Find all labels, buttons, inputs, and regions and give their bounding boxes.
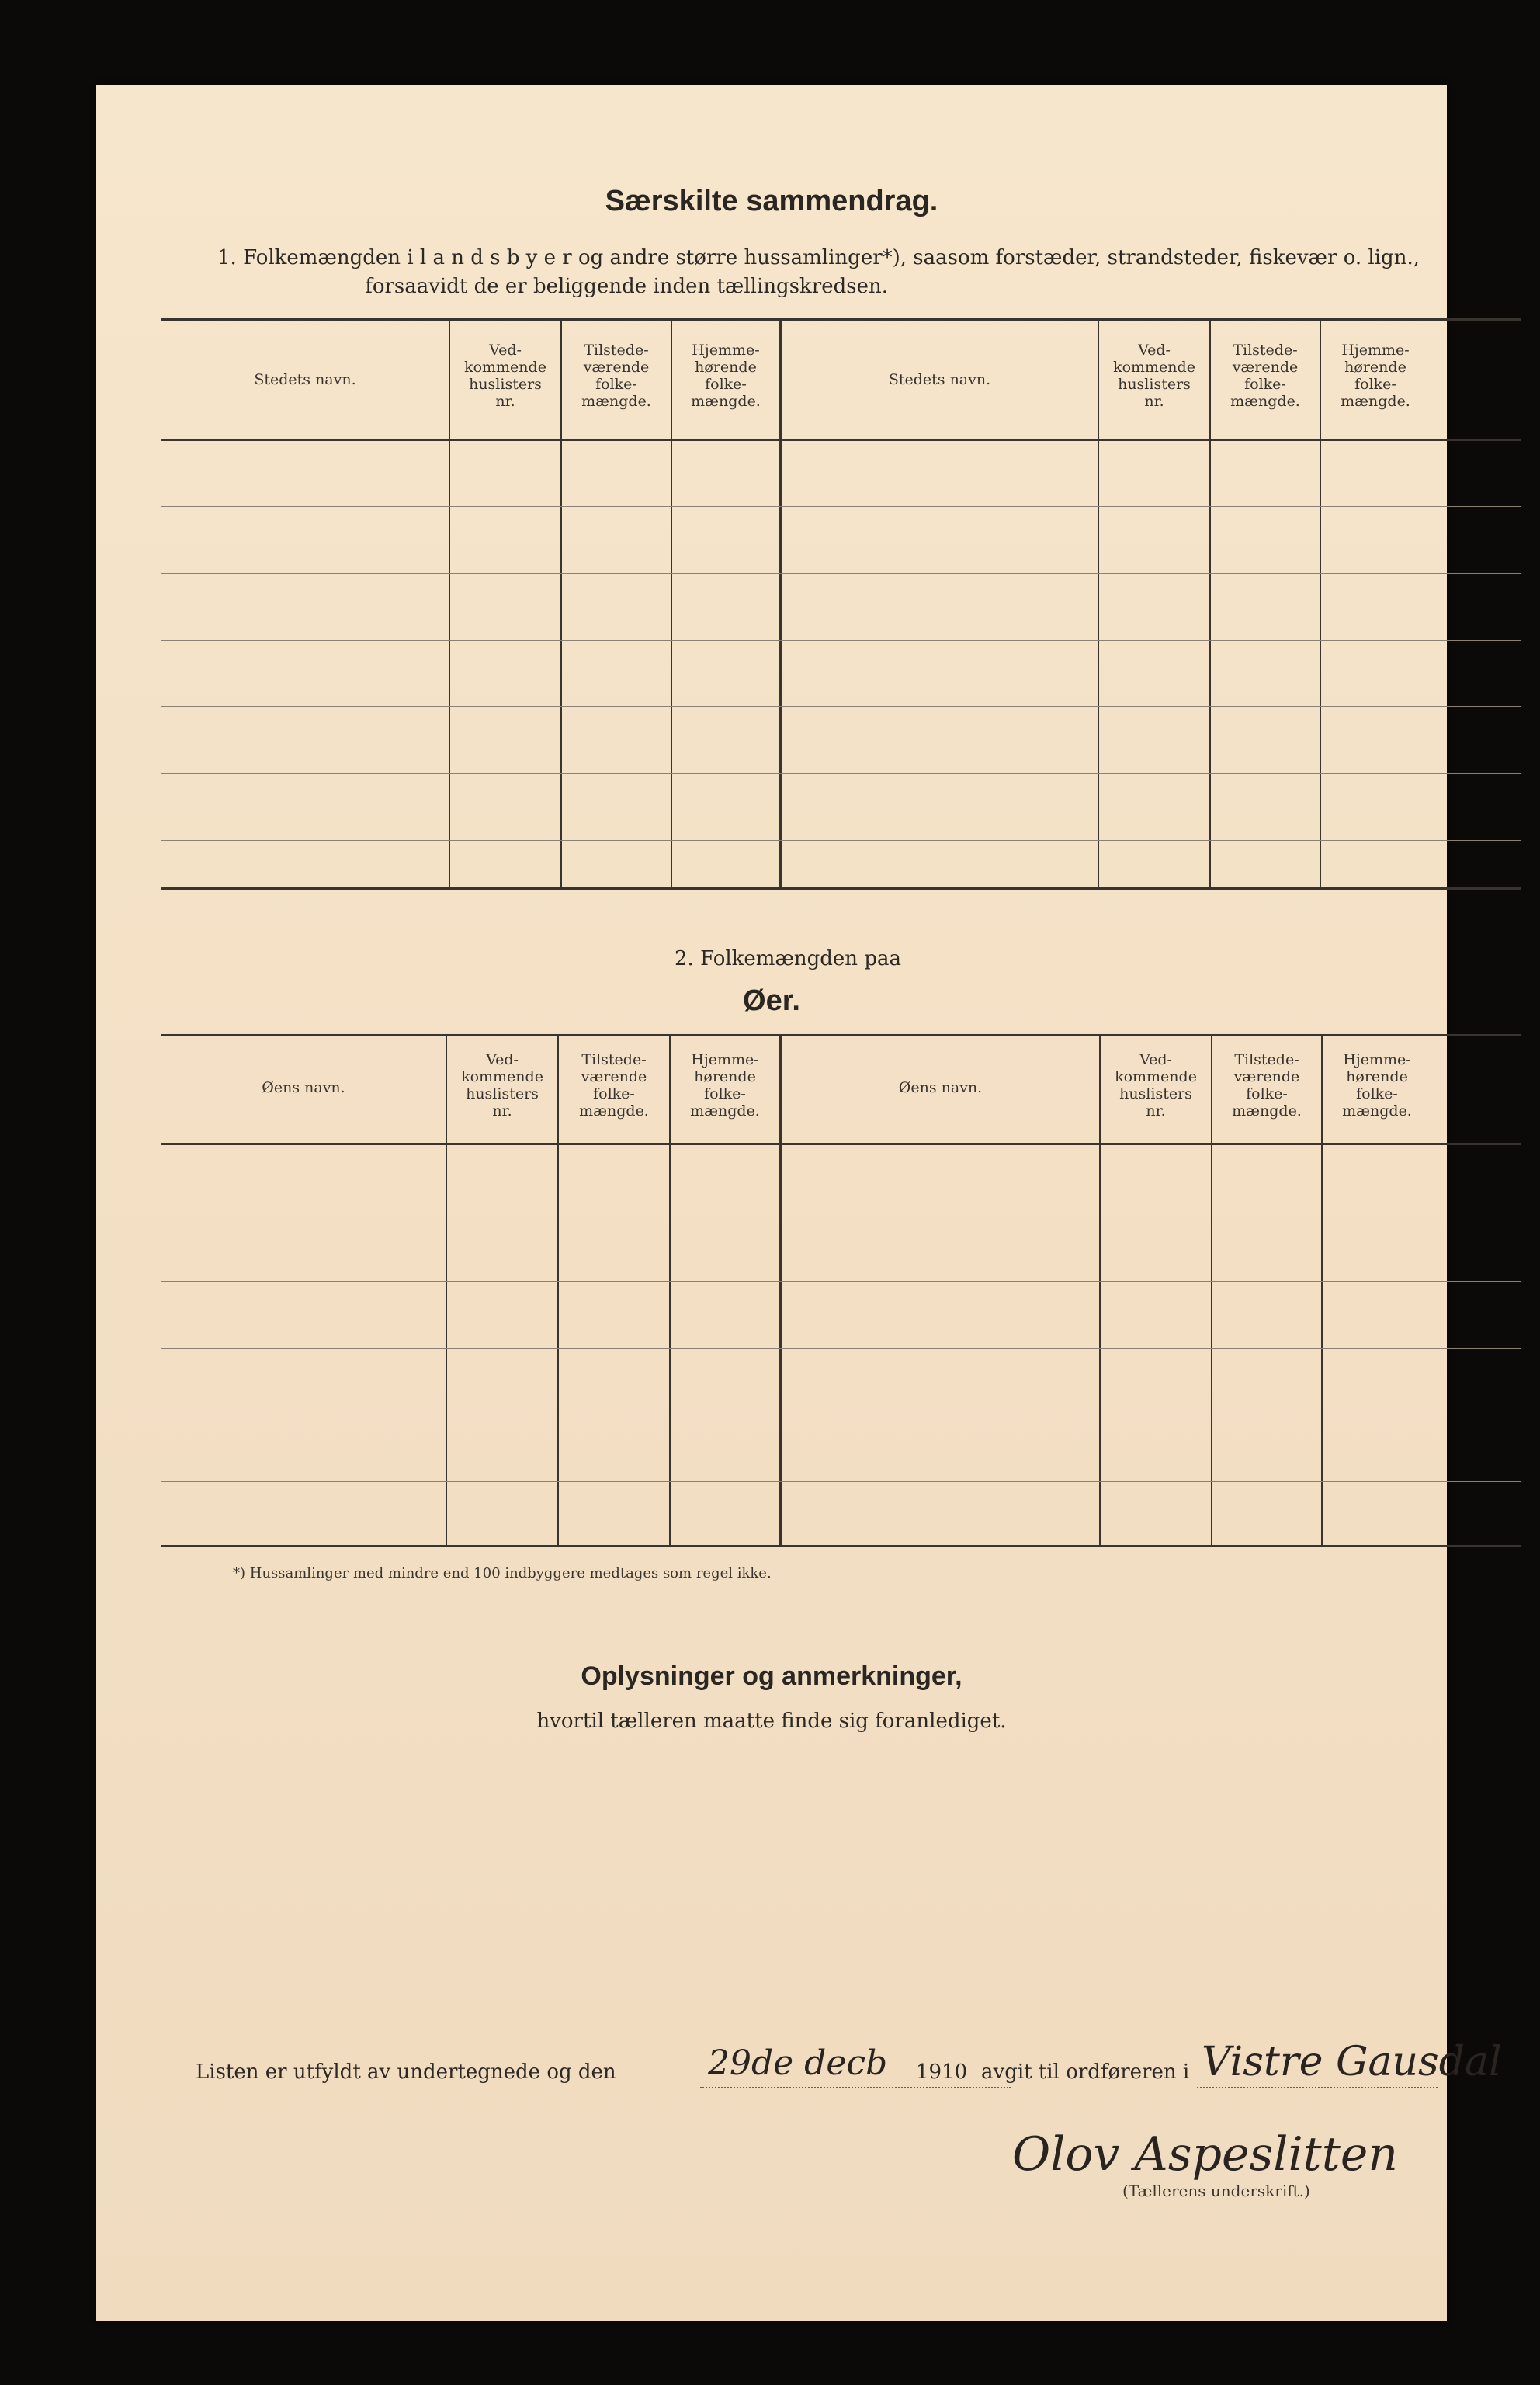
- census-form-page: [96, 85, 1502, 2321]
- section1-intro-line1: 1. Folkemængden i l a n d s b y e r og andre større hussamlinger*), saasom forstæder, strandsteder, fiskevær o. lign.,: [217, 246, 1420, 269]
- t1-header-huslister-nr-right: Ved- kommende huslisters nr.: [1113, 342, 1195, 410]
- t2-header-hjemmehorende-right: Hjemme- hørende folke- mængde.: [1342, 1051, 1412, 1120]
- handwritten-place: Vistre Gausdal: [1202, 2039, 1502, 2085]
- form-heading: Særskilte sammendrag.: [605, 185, 938, 217]
- t2-header-hjemmehorende: Hjemme- hørende folke- mængde.: [690, 1051, 760, 1120]
- t1-header-huslister-nr: Ved- kommende huslisters nr.: [464, 342, 546, 410]
- t1-header-stedets-navn: Stedets navn.: [254, 371, 356, 388]
- section1-intro-line2: forsaavidt de er beliggende inden tællingskredsen.: [365, 275, 888, 298]
- t1-header-hjemmehorende: Hjemme- hørende folke- mængde.: [691, 342, 761, 410]
- t1-header-hjemmehorende-right: Hjemme- hørende folke- mængde.: [1341, 342, 1410, 410]
- t1-header-stedets-navn-right: Stedets navn.: [888, 371, 991, 388]
- t2-header-oens-navn: Øens navn.: [262, 1079, 345, 1096]
- completion-statement: [196, 2039, 1502, 2096]
- t2-header-oens-navn-right: Øens navn.: [898, 1079, 983, 1096]
- t1-header-tilstedevaerende: Tilstede- værende folke- mængde.: [581, 342, 651, 410]
- section2-intro: 2. Folkemængden paa: [675, 947, 901, 970]
- t2-header-huslister-nr-right: Ved- kommende huslisters nr.: [1115, 1051, 1197, 1120]
- signature-caption: (Tællerens underskrift.): [1122, 2182, 1310, 2200]
- t2-header-tilstedevaerende: Tilstede- værende folke- mængde.: [579, 1051, 649, 1120]
- t2-header-huslister-nr: Ved- kommende huslisters nr.: [461, 1051, 543, 1120]
- footnote: *) Hussamlinger med mindre end 100 indbyggere medtages som regel ikke.: [233, 1565, 772, 1581]
- statement-year: 1910: [916, 2060, 968, 2084]
- t1-header-tilstedevaerende-right: Tilstede- værende folke- mængde.: [1230, 342, 1300, 410]
- handwritten-date: 29de decb: [708, 2043, 888, 2083]
- handwritten-signature: Olov Aspeslitten: [1012, 2127, 1399, 2182]
- t2-header-tilstedevaerende-right: Tilstede- værende folke- mængde.: [1232, 1051, 1302, 1120]
- statement-part2: avgit til ordføreren i: [981, 2060, 1190, 2084]
- remarks-subtitle: hvortil tælleren maatte finde sig foranlediget.: [536, 1710, 1007, 1733]
- statement-part1: Listen er utfyldt av undertegnede og den: [196, 2060, 616, 2084]
- remarks-title: Oplysninger og anmerkninger,: [581, 1661, 962, 1691]
- section2-title-oer: Øer.: [743, 984, 800, 1017]
